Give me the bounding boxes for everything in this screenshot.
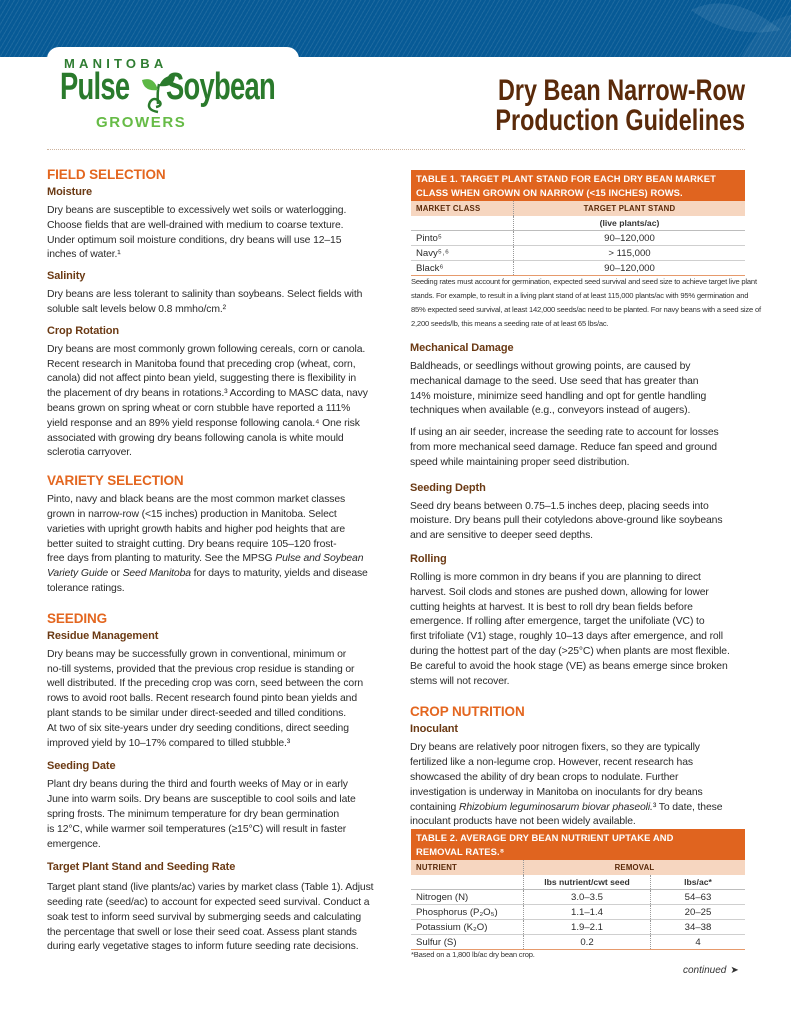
- table-cell: Pinto⁵: [416, 233, 442, 244]
- table-unit-row: [411, 216, 745, 231]
- subheading: Moisture: [47, 186, 93, 198]
- column-header: REMOVAL: [523, 860, 745, 875]
- text-line: harvest. Soil clods and stones are pushed down, allowing for lower: [410, 586, 709, 598]
- paragraph: [47, 493, 392, 597]
- table-title-line: TABLE 2. AVERAGE DRY BEAN NUTRIENT UPTAKE AND: [416, 832, 674, 843]
- table-cell: > 115,000: [513, 246, 745, 260]
- logo-pulse: Pulse: [60, 66, 130, 108]
- text-line: June into warm soils. Dry beans are susceptible to cool soils and late: [47, 794, 356, 806]
- text-line: [410, 801, 755, 816]
- text-line: better suited to straight cutting. Dry beans require 105–120 frost-: [47, 538, 337, 550]
- text-line: Dry beans are less tolerant to salinity than soybeans. Select fields with: [47, 289, 363, 301]
- text: containing: [410, 801, 459, 813]
- table-cell: Black⁶: [416, 263, 444, 274]
- text-line: Dry beans are susceptible to excessively wet soils or waterlogging.: [47, 205, 347, 216]
- text-line: Dry beans are relatively poor nitrogen fixers, so they are typically: [410, 742, 700, 754]
- italic-text: Seed Manitoba: [122, 568, 191, 580]
- text-line: is 12°C, while warmer soil temperatures (≥15°C) will result in faster: [47, 823, 347, 835]
- italic-text: Variety Guide: [47, 568, 109, 580]
- text-line: and are sensitive to deeper seed depths.: [410, 530, 593, 542]
- text-line: soak test to inform seed survival by submerging seeds and calculating: [47, 911, 361, 923]
- subheading: Seeding Depth: [410, 481, 486, 494]
- subheading: Inoculant: [410, 723, 458, 736]
- italic-text: Rhizobium leguminosarum biovar phaseoli.: [458, 801, 653, 813]
- table-header-row: [411, 201, 745, 216]
- table-title: [411, 829, 745, 860]
- text-line: Baldheads, or seedlings without growing points, are caused by: [410, 361, 691, 372]
- text-line: techniques when available (e.g., conveyors instead of augers).: [410, 405, 691, 417]
- right-column: [410, 335, 755, 830]
- text-line: inoculant products have not been widely available.: [410, 816, 636, 828]
- text-line: tolerance ratings.: [47, 582, 125, 594]
- text: for days to maturity, yields and disease: [190, 568, 368, 580]
- column-header: NUTRIENT: [416, 863, 458, 872]
- text-line: Pinto, navy and black beans are the most common market classes: [47, 494, 346, 506]
- table-row: [411, 231, 745, 246]
- empty-cell: [411, 216, 513, 230]
- italic-text: Pulse and Soybean: [275, 553, 364, 565]
- text-line: Recent research in Manitoba found that preceding crop (wheat, corn,: [47, 358, 356, 370]
- text-line: fertilized like a non-legume crop. However, recent research has: [410, 757, 693, 769]
- unit-label: (live plants/ac): [513, 216, 745, 230]
- paragraph: [47, 778, 392, 852]
- table-cell: 34–38: [650, 920, 745, 934]
- table-row: [411, 261, 745, 276]
- section-heading: FIELD SELECTION: [47, 167, 166, 182]
- text-line: Under optimum soil moisture conditions, dry beans will use 12–15: [47, 234, 342, 246]
- text-line: spring frosts. The minimum temperature for dry bean germination: [47, 808, 339, 820]
- text-line: during the hottest part of the day (>25°C) when plants are most flexible.: [410, 645, 730, 657]
- column-header: TARGET PLANT STAND: [513, 201, 745, 216]
- table-row: [411, 920, 745, 935]
- text-line: no-till systems, provided that the previous crop residue is standing or: [47, 663, 355, 675]
- text-line: stems will not recover.: [410, 675, 510, 687]
- text-line: associated with growing dry beans following canola is white mould: [47, 432, 344, 444]
- text-line: seeding rate (seed/ac) to account for expected seed survival. Conduct a: [47, 897, 370, 909]
- text-line: emergence.: [47, 838, 101, 850]
- paragraph: [410, 500, 755, 544]
- title-line: Production Guidelines: [495, 104, 745, 137]
- table-row: [411, 890, 745, 905]
- text-line: the percentage that swell or lose their seed coat. Assess plant stands: [47, 926, 357, 938]
- logo: [60, 56, 290, 132]
- text-line: sclerotia carryover.: [47, 447, 132, 459]
- text-line: emergence. If rolling after emergence, target the unifoliate (VC) to: [410, 616, 705, 628]
- text-line: speed while maintaining proper seed distribution.: [410, 456, 630, 468]
- text-line: grown in narrow-row (<15 inches) production in Manitoba. Select: [47, 508, 337, 520]
- text-line: Dry beans may be successfully grown in conventional, minimum or: [47, 648, 347, 660]
- text-line: beans grown on spring wheat or corn stubble have reported a 111%: [47, 402, 351, 414]
- text-line: cutting heights at harvest. It is best to roll dry bean fields before: [410, 601, 693, 613]
- table-cell: 20–25: [650, 905, 745, 919]
- text-line: Choose fields that are well-drained with medium to coarse texture.: [47, 219, 344, 231]
- text-line: varieties with upright growth habits and higher pod heights that are: [47, 523, 345, 535]
- table-header-row: [411, 860, 745, 875]
- section-heading: SEEDING: [47, 610, 108, 626]
- text-line: during early vegetative stages to inform future seeding rate decisions.: [47, 941, 359, 953]
- text: or: [108, 568, 123, 580]
- logo-soybean: Soybean: [166, 66, 276, 108]
- table-cell: 90–120,000: [513, 261, 745, 275]
- subheading: Target Plant Stand and Seeding Rate: [47, 861, 236, 874]
- table-cell: 1.1–1.4: [523, 905, 650, 919]
- text-line: showcased the ability of dry bean crops to nodulate. Further: [410, 771, 679, 783]
- unit-label: lbs nutrient/cwt seed: [523, 875, 650, 889]
- table-title-line: TABLE 1. TARGET PLANT STAND FOR EACH DRY BEAN MARKET: [416, 173, 716, 184]
- continued-indicator: [683, 965, 739, 976]
- text-line: investigation is underway in Manitoba on inoculants for dry beans: [410, 786, 703, 798]
- paragraph: [47, 881, 392, 955]
- subheading: Salinity: [47, 270, 86, 283]
- paragraph: [410, 426, 755, 470]
- table-cell: Navy⁵˒⁶: [416, 248, 449, 259]
- text: free days from planting to maturity. See the MPSG: [47, 553, 276, 565]
- text: ³ To date, these: [652, 801, 723, 813]
- table-1: [411, 170, 745, 276]
- empty-cell: [411, 875, 523, 889]
- table-row: [411, 905, 745, 920]
- logo-growers: GROWERS: [96, 114, 187, 131]
- text-line: moisture. Dry beans pull their cotyledons above-ground like soybeans: [410, 515, 723, 527]
- subheading: Seeding Date: [47, 760, 116, 773]
- paragraph: [47, 343, 392, 461]
- unit-label: lbs/ac*: [650, 875, 745, 889]
- subheading: Mechanical Damage: [410, 342, 514, 354]
- paragraph: [410, 741, 755, 830]
- table-unit-row: [411, 875, 745, 890]
- paragraph: [410, 571, 755, 689]
- text-line: inches of water.¹: [47, 249, 121, 261]
- table-2: [411, 829, 745, 950]
- text-line: [47, 567, 392, 582]
- column-header: MARKET CLASS: [416, 204, 481, 213]
- text-line: Be careful to avoid the hook stage (VE) as beans emerge since broken: [410, 660, 728, 672]
- text-line: Seed dry beans between 0.75–1.5 inches deep, placing seeds into: [410, 500, 709, 512]
- subheading: Residue Management: [47, 629, 159, 642]
- table-cell: 0.2: [523, 935, 650, 949]
- text-line: Plant dry beans during the third and fourth weeks of May or in early: [47, 779, 348, 791]
- text-line: improved yield by 10–17% compared to tilled stubble.³: [47, 737, 291, 749]
- text-line: yield response and an 89% yield response following canola.⁴ One risk: [47, 417, 360, 429]
- paragraph: [47, 204, 392, 263]
- text-line: rows to avoid root balls. Recent research found pinto bean yields and: [47, 693, 357, 705]
- text-line: At two of six site-years under dry seeding conditions, direct seeding: [47, 722, 349, 734]
- text-line: the placement of dry beans in rotations.³ According to MASC data, navy: [47, 388, 368, 400]
- table-cell: Phosphorus (P₂O₅): [416, 907, 498, 918]
- table-cell: 3.0–3.5: [523, 890, 650, 904]
- table-cell: 4: [650, 935, 745, 949]
- table-cell: Sulfur (S): [416, 937, 457, 948]
- text-line: 85% expected seed survival, at least 142,000 seeds/ac need to be planted. For navy beans with a seed size of: [411, 305, 761, 314]
- text-line: 2,200 seeds/lb, this means a seeding rate of at least 65 lbs/ac.: [411, 319, 609, 328]
- table-1-note: [411, 275, 761, 331]
- table-cell: 1.9–2.1: [523, 920, 650, 934]
- arrow-right-icon: ➤: [730, 965, 739, 976]
- paragraph: [410, 360, 755, 419]
- table-cell: Nitrogen (N): [416, 892, 469, 903]
- text-line: soluble salt levels below 0.8 mmho/cm.²: [47, 303, 226, 315]
- text-line: Rolling is more common in dry beans if you are planning to direct: [410, 571, 701, 583]
- text-line: mechanical damage to the seed. Use seed that has greater than: [410, 375, 699, 387]
- text-line: Dry beans are most commonly grown following cereals, corn or canola.: [47, 343, 366, 355]
- text-line: 14% moisture, minimize seed handling and opt for gentle handling: [410, 390, 707, 402]
- text-line: Seeding rates must account for germination, expected seed survival and seed size to achieve target live plant: [411, 277, 757, 286]
- paragraph: [47, 648, 392, 752]
- text-line: [47, 552, 392, 567]
- paragraph: [47, 288, 392, 318]
- divider: [47, 149, 745, 150]
- text-line: If using an air seeder, increase the seeding rate to account for losses: [410, 427, 719, 439]
- section-heading: CROP NUTRITION: [410, 704, 525, 720]
- table-title-line: CLASS WHEN GROWN ON NARROW (<15 INCHES) ROWS.: [416, 187, 683, 198]
- page-title: [495, 76, 745, 136]
- leaf-watermark-icon: [671, 0, 791, 57]
- logo-manitoba: MANITOBA: [64, 56, 168, 71]
- table-title-line: REMOVAL RATES.⁸: [416, 846, 505, 857]
- subheading: Rolling: [410, 552, 447, 565]
- text-line: canola) did not affect pinto bean yield, suggesting there is flexibility in: [47, 373, 357, 385]
- table-cell: 54–63: [650, 890, 745, 904]
- text-line: well distributed. If the preceding crop was corn, seed between the corn: [47, 678, 364, 690]
- table-title: [411, 170, 745, 201]
- text-line: stands. For example, to result in a living plant stand of at least 115,000 plants/ac with 95% germination and: [411, 291, 749, 300]
- table-cell: Potassium (K₂O): [416, 922, 488, 933]
- section-heading: VARIETY SELECTION: [47, 473, 184, 489]
- table-row: [411, 246, 745, 261]
- left-column: [47, 166, 392, 955]
- text-line: first trifoliate (V1) stage, roughly 10–13 days after emergence, and roll: [410, 631, 723, 643]
- title-line: Dry Bean Narrow-Row: [497, 74, 745, 107]
- subheading: Crop Rotation: [47, 324, 120, 337]
- text-line: plant stands to be similar under direct-seeded and tilled conditions.: [47, 707, 347, 719]
- text-line: Target plant stand (live plants/ac) varies by market class (Table 1). Adjust: [47, 882, 374, 894]
- table-2-footnote: *Based on a 1,800 lb/ac dry bean crop.: [411, 950, 535, 959]
- table-cell: 90–120,000: [513, 231, 745, 245]
- text-line: from more mechanical seed damage. Reduce fan speed and ground: [410, 441, 717, 453]
- continued-label: continued: [683, 965, 727, 976]
